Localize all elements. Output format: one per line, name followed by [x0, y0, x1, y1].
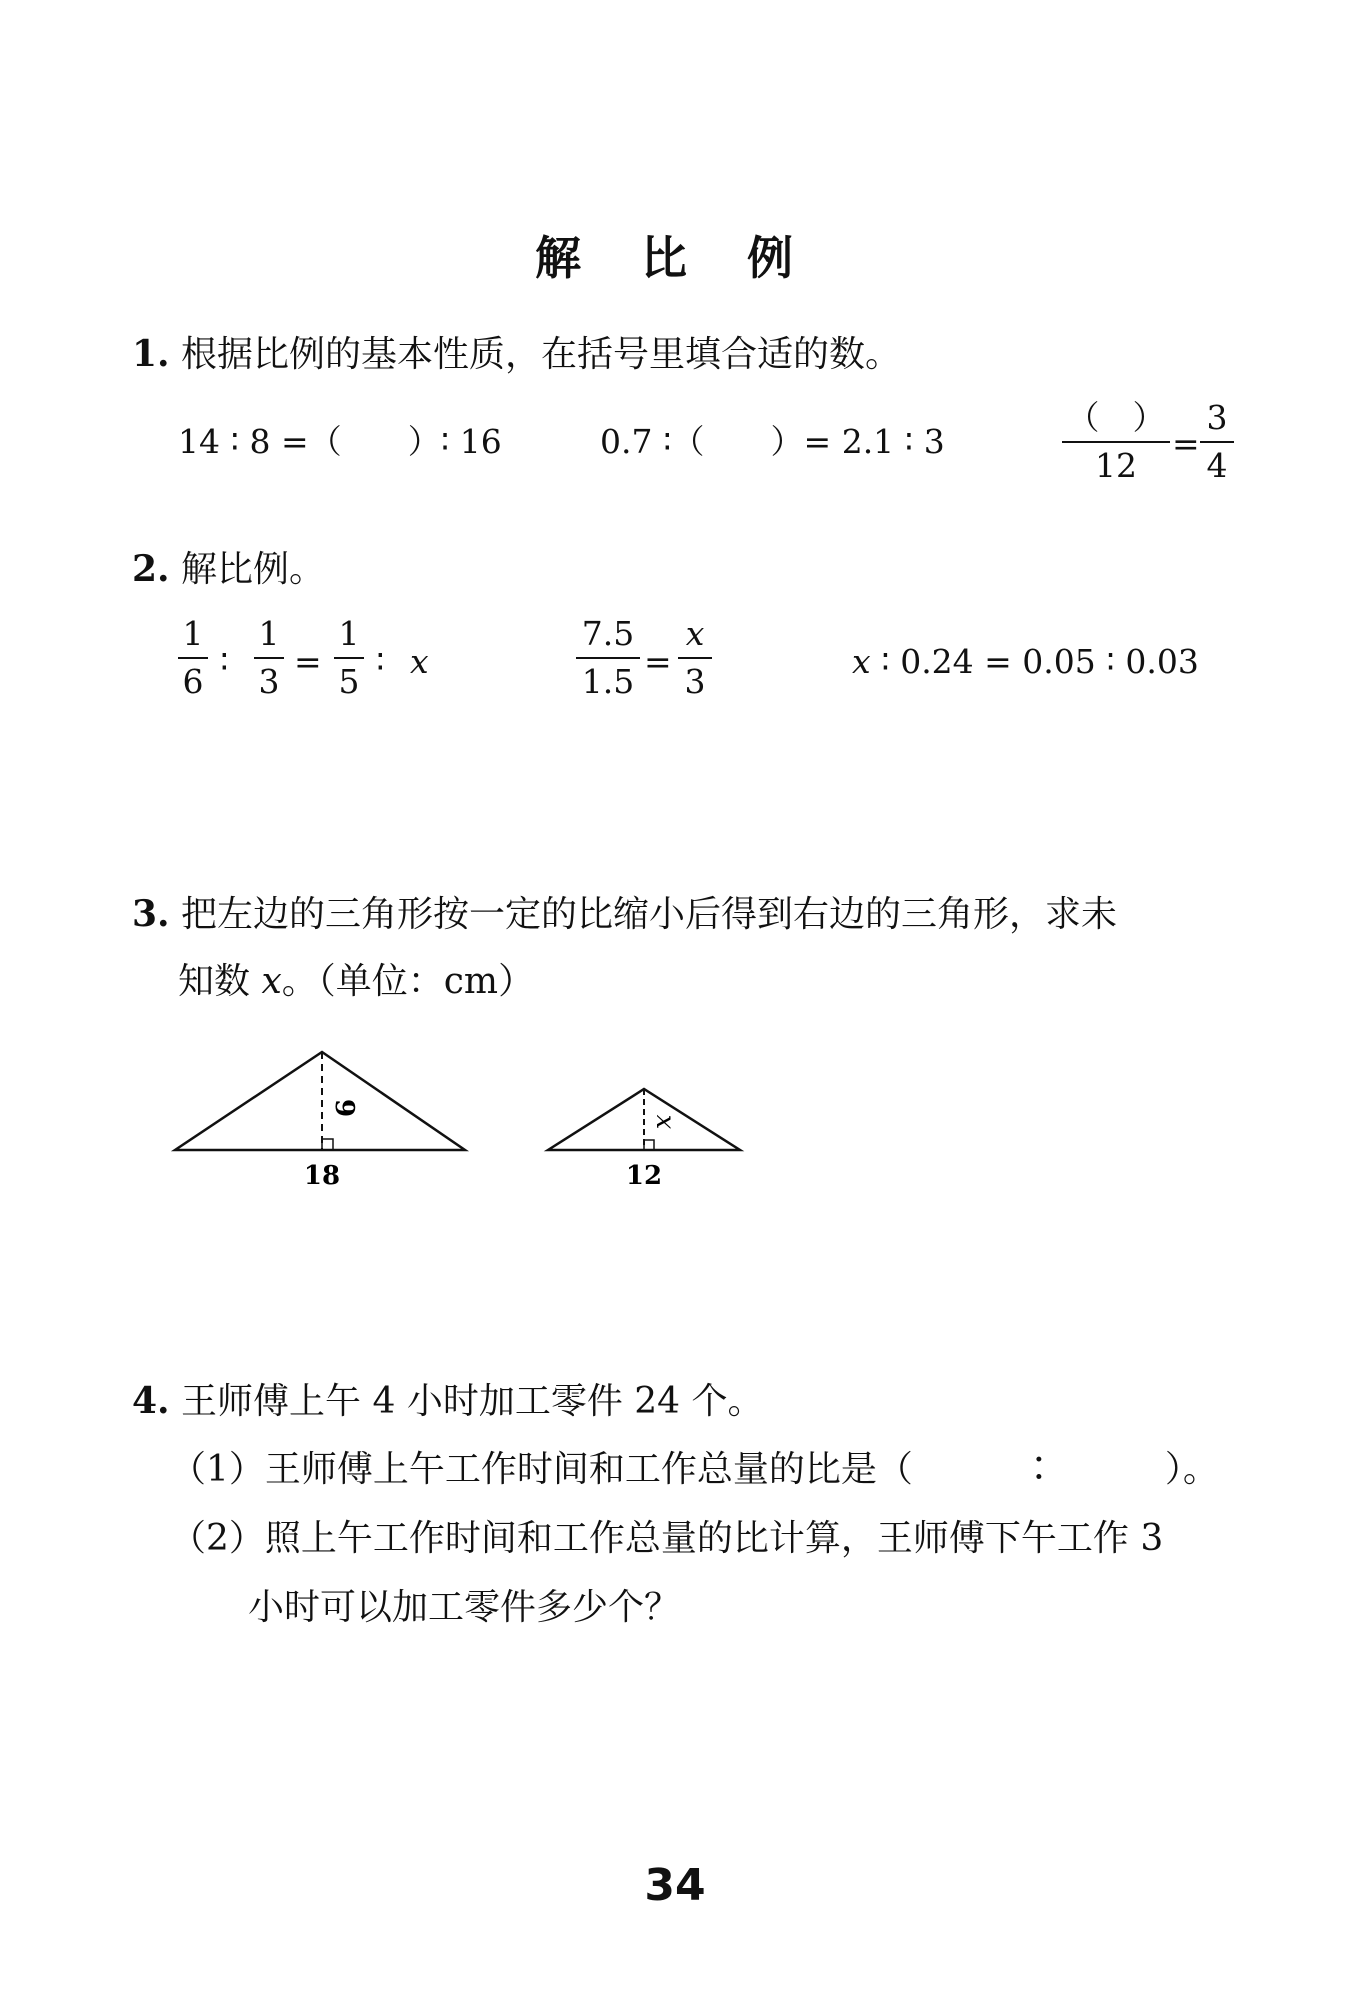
triangle-left-outline — [175, 1052, 465, 1150]
fraction-denominator: 12 — [1095, 446, 1137, 485]
q2-expr1-colon-2: ∶ — [376, 642, 385, 681]
fraction-denominator: 1.5 — [581, 662, 635, 701]
fraction-numerator: 3 — [1206, 398, 1228, 437]
question-3-text-b: 。（单位：cm） — [281, 961, 535, 1002]
fraction-numerator: x — [685, 614, 705, 653]
fraction-numerator: 1 — [258, 614, 280, 653]
fraction-denominator: 3 — [684, 662, 706, 701]
fraction-denominator: 3 — [258, 662, 280, 701]
triangle-left-right-angle — [322, 1139, 333, 1150]
q2-expr2-equals: = — [644, 642, 672, 681]
q1-expression-1: 14 ∶ 8 =（ ）∶ 16 — [178, 422, 502, 461]
question-3-number: 3. — [132, 893, 170, 935]
question-4-part-1: （1）王师傅上午工作时间和工作总量的比是（ ∶ ）。 — [170, 1449, 1219, 1490]
fraction-numerator: 1 — [338, 614, 360, 653]
question-2-number: 2. — [132, 548, 170, 590]
q2-expr1-equals: = — [294, 642, 322, 681]
question-4 — [132, 1377, 764, 1426]
triangle-left-base-label: 18 — [303, 1161, 341, 1191]
question-3-variable: x — [261, 961, 282, 1002]
question-1-number: 1. — [132, 333, 170, 375]
question-3-text-a: 知数 — [178, 961, 262, 1002]
fraction-denominator: 4 — [1206, 446, 1228, 485]
q2-expr1-variable: x — [410, 642, 429, 681]
q2-expr1-colon-1: ∶ — [220, 642, 229, 681]
question-2-text: 解比例。 — [181, 549, 326, 590]
q2-expr3-rest: ∶ 0.24 = 0.05 ∶ 0.03 — [870, 642, 1199, 681]
question-4-number: 4. — [132, 1380, 170, 1422]
triangle-right-base-label: 12 — [625, 1161, 663, 1191]
fraction-numerator: 7.5 — [581, 614, 635, 653]
triangle-right — [548, 1089, 740, 1191]
fraction-numerator: （ ） — [1066, 398, 1166, 437]
q1-expression-2: 0.7 ∶（ ）= 2.1 ∶ 3 — [600, 422, 945, 461]
q1-expression-3-equals: = — [1172, 424, 1200, 463]
fraction-denominator: 5 — [338, 662, 360, 701]
q2-expr3-variable: x — [852, 642, 871, 681]
page-title: 解 比 例 — [534, 231, 816, 285]
triangle-right-right-angle — [644, 1140, 654, 1150]
question-4-part-2-line-1: （2）照上午工作时间和工作总量的比计算，王师傅下午工作 3 — [170, 1518, 1164, 1559]
question-4-text: 王师傅上午 4 小时加工零件 24 个。 — [181, 1381, 764, 1422]
question-4-part-2-line-2: 小时可以加工零件多少个？ — [248, 1587, 681, 1628]
triangle-right-height-label: x — [650, 1114, 680, 1130]
fraction-denominator: 6 — [182, 662, 204, 701]
question-3-text-line-1: 把左边的三角形按一定的比缩小后得到右边的三角形，求未 — [181, 894, 1118, 935]
triangle-left — [175, 1052, 465, 1191]
page-number: 34 — [644, 1860, 706, 1911]
fraction-numerator: 1 — [182, 614, 204, 653]
triangle-left-height-label: 9 — [329, 1098, 359, 1118]
question-1-text: 根据比例的基本性质，在括号里填合适的数。 — [181, 334, 902, 375]
